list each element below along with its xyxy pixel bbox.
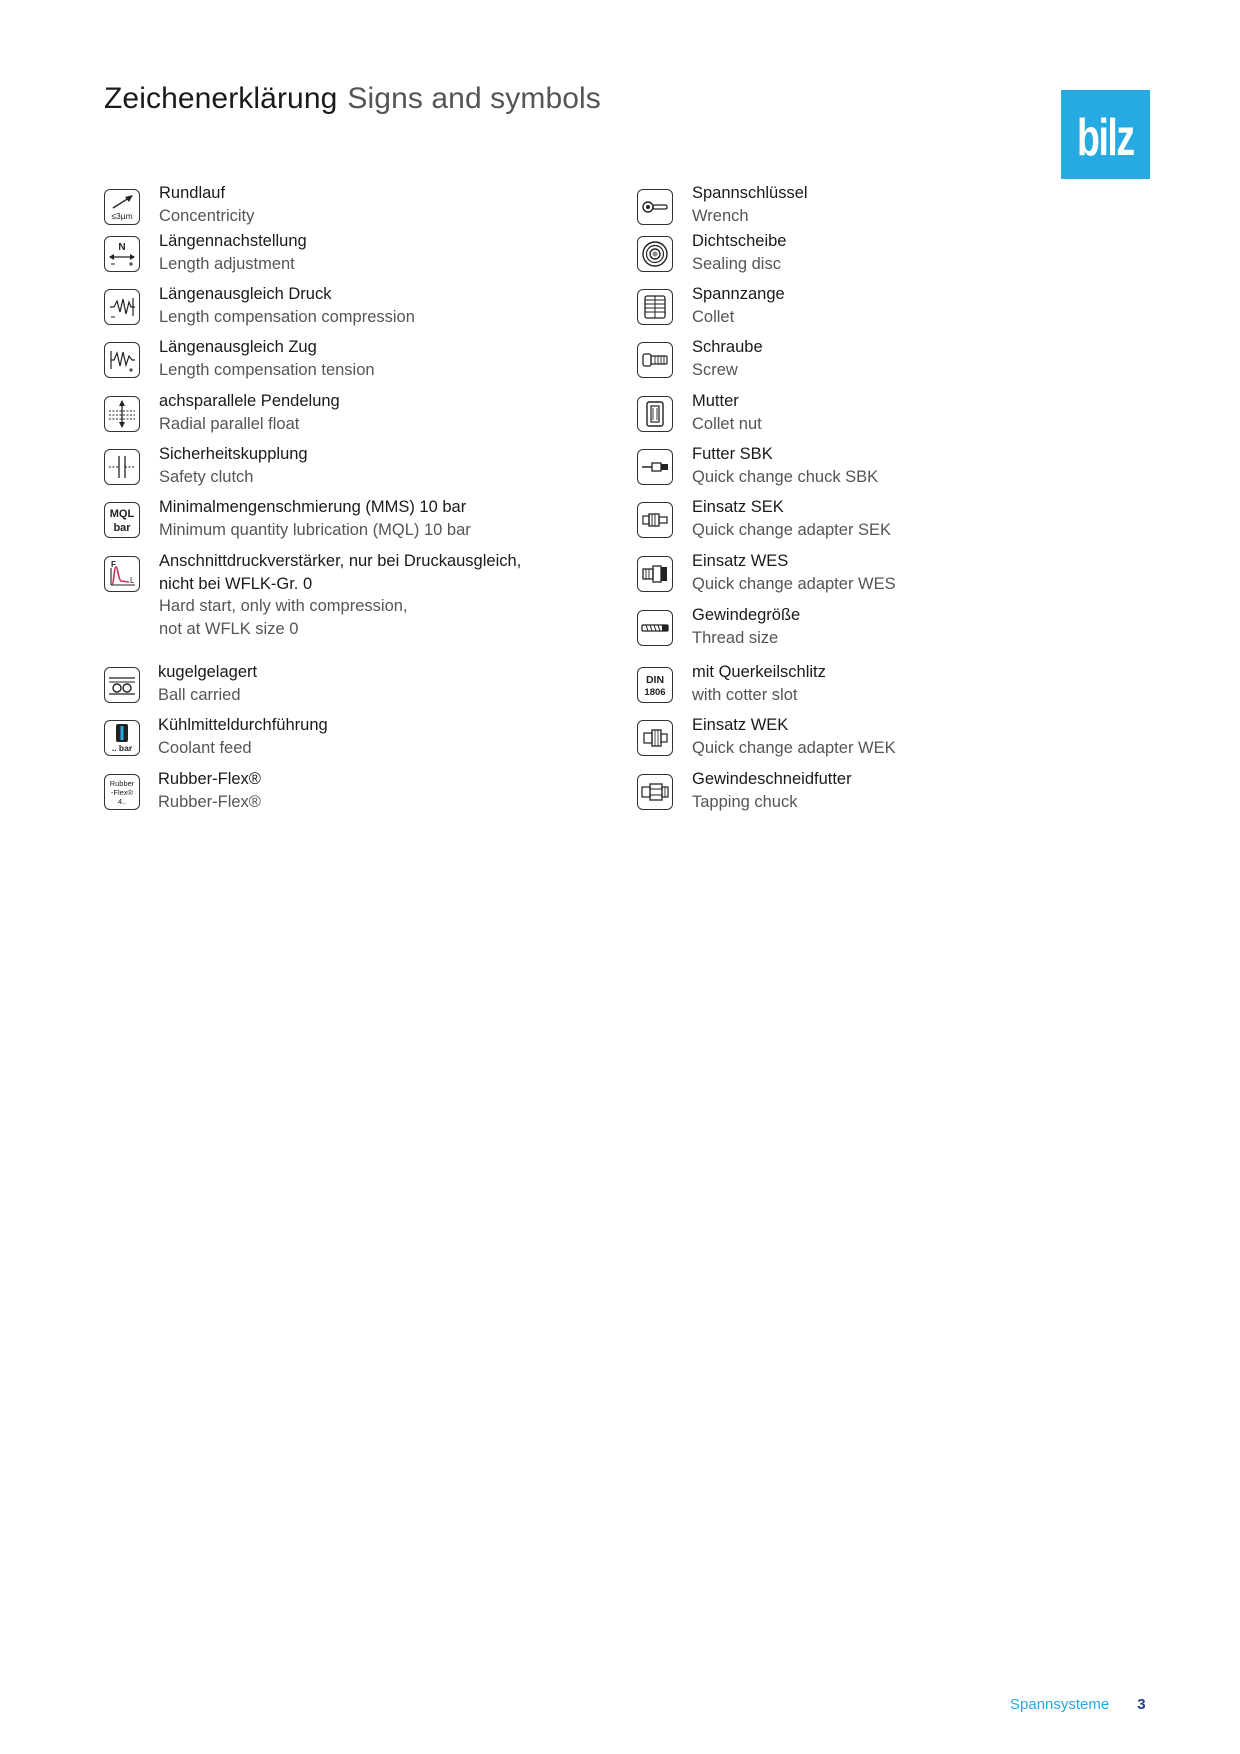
legend-item-chuck-sbk	[692, 443, 878, 488]
legend-en: with cotter slot	[692, 685, 798, 704]
legend-en: Radial parallel float	[159, 414, 300, 433]
legend-de: kugelgelagert	[158, 663, 258, 681]
bilz-logo	[1061, 90, 1150, 179]
legend-de: Spannzange	[692, 285, 785, 303]
din-icon-text-bottom: 1806	[644, 687, 666, 698]
legend-en: Screw	[692, 360, 738, 379]
legend-de: Rundlauf	[159, 184, 226, 202]
legend-de: Sicherheitskupplung	[159, 445, 308, 463]
legend-item-wrench	[692, 182, 808, 227]
radial-float-icon	[104, 396, 140, 432]
legend-en: Hard start, only with compression,	[159, 597, 408, 615]
legend-item-mql	[159, 496, 471, 541]
legend-de: Anschnittdruckverstärker, nur bei Druckausgleich,	[159, 552, 522, 570]
legend-item-radial-float	[159, 390, 340, 435]
legend-de: Gewindegröße	[692, 606, 801, 624]
legend-en: Collet nut	[692, 414, 762, 433]
legend-en: Wrench	[692, 206, 749, 225]
rubber-flex-icon	[104, 774, 140, 810]
concentricity-icon-text: ≤3µm	[111, 211, 133, 221]
legend-en: Collet	[692, 307, 735, 326]
page-footer	[1010, 1696, 1146, 1713]
hard-start-icon	[104, 556, 140, 592]
legend-de: Einsatz WES	[692, 552, 789, 570]
page-number: 3	[1137, 1696, 1146, 1713]
legend-en: Quick change adapter WEK	[692, 738, 896, 757]
length-adjustment-icon	[104, 236, 140, 272]
page-title-en: Signs and symbols	[347, 82, 601, 115]
legend-item-length-adjustment	[159, 230, 307, 275]
legend-de: Rubber-Flex®	[158, 770, 261, 788]
legend-item-rubber-flex	[158, 768, 261, 813]
legend-item-concentricity	[159, 182, 254, 227]
coolant-feed-icon	[104, 720, 140, 756]
page-title	[104, 82, 601, 116]
ball-bearing-icon	[104, 667, 140, 703]
thread-size-icon	[637, 610, 673, 646]
safety-clutch-icon	[104, 449, 140, 485]
legend-item-collet	[692, 283, 785, 328]
legend-en: Length adjustment	[159, 254, 295, 273]
legend-item-compression	[159, 283, 415, 328]
adapter-wes-icon	[637, 556, 673, 592]
legend-de: Spannschlüssel	[692, 184, 808, 202]
legend-de: Einsatz WEK	[692, 716, 789, 734]
legend-en: Minimum quantity lubrication (MQL) 10 bar	[159, 520, 471, 539]
legend-de: Futter SBK	[692, 445, 773, 463]
hard-start-icon-text-l: L	[130, 576, 135, 585]
legend-en: Concentricity	[159, 206, 255, 225]
coolant-feed-icon-text: .. bar	[111, 743, 133, 753]
legend-item-screw	[692, 336, 763, 381]
legend-en: Tapping chuck	[692, 792, 798, 811]
legend-item-thread-size	[692, 604, 800, 649]
length-adjustment-icon-text: N	[118, 242, 126, 253]
hard-start-icon-text-f: F	[111, 560, 116, 569]
screw-icon	[637, 342, 673, 378]
legend-en: Ball carried	[158, 685, 241, 704]
rubber-flex-icon-text-1: Rubber	[109, 779, 135, 788]
legend-de: Schraube	[692, 338, 763, 356]
legend-en: Safety clutch	[159, 467, 254, 486]
legend-item-tension	[159, 336, 375, 381]
legend-en: Length compensation tension	[159, 360, 375, 379]
legend-item-cotter-slot	[692, 661, 826, 706]
legend-de: Einsatz SEK	[692, 498, 784, 516]
adapter-sek-icon	[637, 502, 673, 538]
tension-icon	[104, 342, 140, 378]
rubber-flex-icon-text-3: 4..	[117, 797, 127, 806]
legend-item-collet-nut	[692, 390, 762, 435]
page-title-de: Zeichenerklärung	[104, 82, 338, 115]
legend-en: Quick change chuck SBK	[692, 467, 879, 486]
legend-item-tapping-chuck	[692, 768, 852, 813]
legend-item-safety-clutch	[159, 443, 308, 488]
din-icon	[637, 667, 673, 703]
legend-item-adapter-sek	[692, 496, 891, 541]
legend-item-ball-carried	[158, 661, 257, 706]
legend-de: nicht bei WFLK-Gr. 0	[159, 574, 313, 593]
legend-item-adapter-wek	[692, 714, 896, 759]
legend-de: achsparallele Pendelung	[159, 392, 340, 410]
legend-de: Längenausgleich Druck	[159, 285, 332, 303]
legend-en: Rubber-Flex®	[158, 792, 261, 811]
legend-item-adapter-wes	[692, 550, 896, 595]
rubber-flex-icon-text-2: -Flex®	[110, 788, 134, 797]
legend-de: Längennachstellung	[159, 232, 307, 250]
legend-de: Gewindeschneidfutter	[692, 770, 852, 788]
legend-en: Sealing disc	[692, 254, 781, 273]
legend-item-sealing-disc	[692, 230, 786, 275]
legend-en: Coolant feed	[158, 738, 252, 757]
legend-en: Quick change adapter WES	[692, 574, 896, 593]
legend-de: Kühlmitteldurchführung	[158, 716, 328, 734]
legend-item-hard-start	[159, 550, 521, 640]
wrench-icon	[637, 189, 673, 225]
legend-de: Dichtscheibe	[692, 232, 787, 250]
compression-icon	[104, 289, 140, 325]
chuck-sbk-icon	[637, 449, 673, 485]
collet-icon	[637, 289, 673, 325]
adapter-wek-icon	[637, 720, 673, 756]
legend-en: Quick change adapter SEK	[692, 520, 892, 539]
legend-de: Minimalmengenschmierung (MMS) 10 bar	[159, 498, 467, 516]
legend-de: Mutter	[692, 392, 739, 410]
sealing-disc-icon	[637, 236, 673, 272]
legend-item-coolant-feed	[158, 714, 328, 759]
legend-en: Length compensation compression	[159, 307, 415, 326]
logo-text: bilz	[1077, 108, 1134, 167]
din-icon-text-top: DIN	[645, 674, 665, 686]
legend-en: Thread size	[692, 628, 779, 647]
legend-en: not at WFLK size 0	[159, 619, 299, 638]
collet-nut-icon	[637, 396, 673, 432]
legend-de: mit Querkeilschlitz	[692, 663, 826, 681]
footer-section: Spannsysteme	[1010, 1696, 1110, 1713]
tapping-chuck-icon	[637, 774, 673, 810]
legend-de: Längenausgleich Zug	[159, 338, 317, 356]
concentricity-icon	[104, 189, 140, 225]
mql-icon-text-bottom: bar	[113, 522, 131, 534]
mql-icon	[104, 502, 140, 538]
mql-icon-text-top: MQL	[109, 508, 135, 520]
